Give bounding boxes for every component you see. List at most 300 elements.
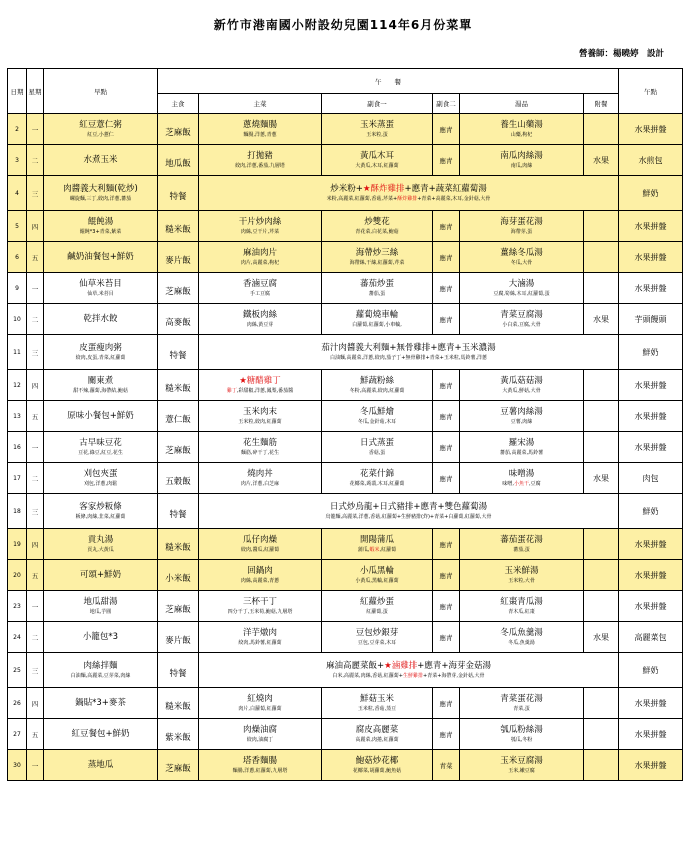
side1-ingredients: 蕃茄,蛋 — [368, 290, 386, 297]
morning-ingredients: 豆花,綠豆,紅豆,花生 — [78, 449, 123, 456]
weekday-cell: 五 — [27, 401, 44, 432]
main-dish-name: 紅燒肉 — [247, 693, 273, 704]
extra-cell — [584, 432, 619, 463]
weekday-cell: 四 — [27, 529, 44, 560]
header-main-dish: 主菜 — [199, 94, 322, 114]
main-dish-cell — [199, 145, 322, 176]
staple-name: 特餐 — [169, 350, 187, 361]
staple-name: 特餐 — [169, 509, 187, 520]
main-ingredients: 絞肉,洋蔥,番茄,九層塔 — [235, 162, 285, 169]
soup-name: 海芽蛋花湯 — [500, 216, 543, 227]
soup-ingredients: ,豆腐 — [529, 480, 541, 487]
side1-cell — [322, 401, 433, 432]
soup-ingredients: 大黃瓜,鮮菇,大骨 — [502, 387, 541, 394]
main-dish-name: 干片炒肉絲 — [238, 216, 282, 227]
date-cell: 11 — [8, 335, 27, 370]
staple-cell — [158, 432, 199, 463]
weekday-cell: 三 — [27, 653, 44, 688]
soup-ingredients: 小白菜,豆腐,大骨 — [502, 321, 541, 328]
staple-name: 糙米飯 — [165, 224, 191, 235]
main-dish-name: 花生麵筋 — [242, 437, 277, 448]
side1-name: 海帶炒三絲 — [355, 247, 399, 258]
morning-cell — [44, 719, 158, 750]
menu-table — [7, 68, 683, 781]
morning-cell — [44, 176, 158, 211]
soup-cell — [460, 211, 584, 242]
staple-name: 特餐 — [169, 668, 187, 679]
afternoon-cell: 水果拼盤 — [619, 273, 683, 304]
header-side-1: 副食一 — [322, 94, 433, 114]
soup-cell — [460, 560, 584, 591]
menu-row — [8, 560, 683, 591]
soup-cell — [460, 688, 584, 719]
soup-name: 南瓜肉絲湯 — [500, 150, 543, 161]
staple-name: 五穀飯 — [165, 476, 191, 487]
main-dish-cell — [199, 688, 322, 719]
morning-name: 水煮玉米 — [83, 154, 118, 165]
side1-name: 玉米蒸蛋 — [359, 119, 394, 130]
morning-cell — [44, 145, 158, 176]
afternoon-cell: 芋頭饅頭 — [619, 304, 683, 335]
soup-cell — [460, 370, 584, 401]
side1-ingredients: 紅蘿蔔,蛋 — [366, 608, 388, 615]
side1-name: 花菜什錦 — [359, 468, 394, 479]
side2-cell: 應青 — [433, 591, 460, 622]
menu-row — [8, 304, 683, 335]
side1-name: 黃瓜木耳 — [359, 150, 394, 161]
morning-ingredients: 粄條,肉絲,韭菜,紅蘿蔔 — [75, 513, 126, 520]
staple-name: 紫米飯 — [165, 732, 191, 743]
combined-lunch-cell — [199, 653, 619, 688]
main-dish-cell — [199, 463, 322, 494]
main-dish-cell — [199, 242, 322, 273]
extra-cell — [584, 591, 619, 622]
soup-cell — [460, 463, 584, 494]
side2-cell: 應青 — [433, 401, 460, 432]
extra-cell — [584, 560, 619, 591]
date-cell: 17 — [8, 463, 27, 494]
main-ingredients: 肉絲,高麗菜,青蔥 — [240, 577, 280, 584]
menu-row — [8, 242, 683, 273]
soup-name: 大滷湯 — [508, 278, 535, 289]
staple-name: 糙米飯 — [165, 542, 191, 553]
side1-ingredients-highlight: 蝦米 — [369, 546, 380, 553]
morning-cell — [44, 432, 158, 463]
main-ingredients: 絞肉,馬鈴薯,紅蘿蔔 — [238, 639, 282, 646]
soup-ingredients: 瓠瓜,冬粉 — [510, 736, 533, 743]
header-afternoon: 午點 — [619, 69, 683, 114]
soup-name: 味噌湯 — [508, 468, 535, 479]
weekday-cell: 一 — [27, 114, 44, 145]
side2-cell: 應青 — [433, 211, 460, 242]
side1-name: 紅蘿炒蛋 — [359, 596, 394, 607]
soup-ingredients: 豆薯,肉絲 — [510, 418, 533, 425]
side1-cell — [322, 432, 433, 463]
morning-name: 小籠包*3 — [82, 631, 119, 642]
main-dish-name: 蔥燒麵腸 — [242, 119, 277, 130]
soup-ingredients: 冬瓜,大骨 — [510, 259, 533, 266]
staple-cell — [158, 401, 199, 432]
side1-ingredients: 高麗菜,肉捲,紅蘿蔔 — [355, 736, 399, 743]
soup-name: 玉米鮮湯 — [504, 565, 539, 576]
side2-cell: 應青 — [433, 463, 460, 494]
header-side-2: 副食二 — [433, 94, 460, 114]
staple-cell — [158, 591, 199, 622]
main-dish-name: 回鍋肉 — [247, 565, 273, 576]
morning-name: 古早味豆花 — [79, 437, 122, 448]
afternoon-cell: 水果拼盤 — [619, 432, 683, 463]
morning-name: 關東煮 — [87, 375, 114, 386]
soup-name: 紅棗青瓜湯 — [500, 596, 543, 607]
staple-cell — [158, 242, 199, 273]
weekday-cell: 四 — [27, 211, 44, 242]
combo-ingredients: 烏龍麵,高麗菜,洋蔥,香菇,紅蘿蔔+生鮮豬排(炸)+青菜+白蘿蔔,紅蘿蔔,大骨 — [325, 513, 492, 520]
morning-cell — [44, 211, 158, 242]
date-cell: 4 — [8, 176, 27, 211]
weekday-cell: 二 — [27, 622, 44, 653]
morning-cell — [44, 494, 158, 529]
main-dish-cell — [199, 211, 322, 242]
combo-part: 炒米粉+ — [330, 183, 363, 194]
date-cell: 12 — [8, 370, 27, 401]
date-cell: 3 — [8, 145, 27, 176]
weekday-cell: 五 — [27, 560, 44, 591]
main-ingredients-highlight: 雞丁 — [226, 387, 237, 394]
morning-name: 原味小餐包+鮮奶 — [67, 410, 134, 421]
main-dish-cell — [199, 273, 322, 304]
soup-ingredients: 冬瓜,魚羹湯 — [508, 639, 535, 646]
main-ingredients: 肉片,白蘿蔔,紅蘿蔔 — [238, 705, 282, 712]
staple-name: 芝麻飯 — [165, 286, 191, 297]
afternoon-cell: 水果拼盤 — [619, 114, 683, 145]
side2-cell: 應青 — [433, 114, 460, 145]
combo-ingredients: +青菜+高麗菜,木耳,金針菇,大骨 — [417, 195, 491, 202]
staple-cell — [158, 529, 199, 560]
side1-cell — [322, 463, 433, 494]
staple-name: 薏仁飯 — [165, 414, 191, 425]
side1-ingredients: 小黃瓜,黑輪,紅蘿蔔 — [355, 577, 399, 584]
afternoon-cell: 高麗菜包 — [619, 622, 683, 653]
side1-ingredients: 玉米粒,香菇,蒸豆 — [357, 705, 397, 712]
combo-ingredients: 米粉,高麗菜,紅蘿蔔,香菇,芹菜+ — [326, 195, 398, 202]
weekday-cell: 一 — [27, 591, 44, 622]
extra-cell — [584, 370, 619, 401]
side1-cell — [322, 719, 433, 750]
morning-cell — [44, 688, 158, 719]
morning-cell — [44, 529, 158, 560]
date-cell: 6 — [8, 242, 27, 273]
date-cell: 16 — [8, 432, 27, 463]
morning-cell — [44, 304, 158, 335]
staple-name: 糙米飯 — [165, 383, 191, 394]
side1-ingredients: 大黃瓜,木耳,紅蘿蔔 — [355, 162, 399, 169]
staple-name: 麥片飯 — [165, 255, 191, 266]
main-dish-name: 燒肉丼 — [247, 468, 273, 479]
extra-cell: 水果 — [584, 145, 619, 176]
main-ingredients: 肉片,洋蔥,白芝麻 — [240, 480, 280, 487]
side1-ingredients: 豆包,豆芽菜,木耳 — [357, 639, 397, 646]
combo-part: 茄汁肉醬義大利麵+無骨雞排+應青+玉米濃湯 — [321, 342, 496, 353]
weekday-cell: 五 — [27, 719, 44, 750]
side1-ingredients: 海帶絲,干絲,紅蘿蔔,芹菜 — [349, 259, 405, 266]
soup-ingredients: 青木瓜,紅棗 — [508, 608, 535, 615]
combo-part: 日式炒烏龍+日式豬排+應青+雙色蘿蔔湯 — [329, 501, 488, 512]
staple-name: 麥片飯 — [165, 635, 191, 646]
soup-name: 瓠瓜粉絲湯 — [500, 724, 543, 735]
weekday-cell: 二 — [27, 463, 44, 494]
extra-cell — [584, 242, 619, 273]
extra-cell: 鮮奶 — [619, 494, 683, 529]
soup-cell — [460, 622, 584, 653]
morning-name: 刈包夾蛋 — [83, 468, 118, 479]
morning-cell — [44, 750, 158, 781]
combo-part: 麻油高麗菜飯+ — [326, 660, 385, 671]
main-ingredients: 玉米粒,絞肉,紅蘿蔔 — [238, 418, 282, 425]
combo-ingredients: +青菜+海帶芽,金針菇,大骨 — [423, 672, 485, 679]
staple-cell — [158, 145, 199, 176]
side2-cell: 應青 — [433, 242, 460, 273]
side1-name: 冬瓜鮮燴 — [359, 406, 394, 417]
date-cell: 27 — [8, 719, 27, 750]
side2-cell: 應青 — [433, 370, 460, 401]
main-dish-name: 麻油肉片 — [242, 247, 277, 258]
side2-cell: 應青 — [433, 304, 460, 335]
morning-ingredients: 甜不辣,蘿蔔,海帶結,鮑菇 — [73, 387, 128, 394]
side1-cell — [322, 114, 433, 145]
combo-ingredients: 白米,高麗菜,肉絲,香菇,紅蘿蔔+ — [332, 672, 403, 679]
main-ingredients: ,彩甜椒,洋蔥,鳳梨,番茄醬 — [236, 387, 294, 394]
side2-cell: 應青 — [433, 432, 460, 463]
combo-ingredients: 白油麵,高麗菜,洋蔥,絞肉,茄子丁+無骨雞排+青菜+玉米粒,馬鈴薯,洋蔥 — [329, 354, 488, 361]
weekday-cell: 四 — [27, 370, 44, 401]
morning-ingredients: 紅豆,小薏仁 — [87, 131, 114, 138]
weekday-cell: 二 — [27, 304, 44, 335]
menu-row — [8, 211, 683, 242]
soup-ingredients: 青菜,蛋 — [513, 705, 530, 712]
soup-name: 冬瓜魚羹湯 — [500, 627, 543, 638]
main-dish-cell — [199, 622, 322, 653]
date-cell: 26 — [8, 688, 27, 719]
extra-cell: 水果 — [584, 304, 619, 335]
side1-name: 腐皮高麗菜 — [355, 724, 399, 735]
combined-lunch-cell — [199, 176, 619, 211]
main-dish-name: 玉米肉末 — [242, 406, 277, 417]
morning-cell — [44, 370, 158, 401]
morning-name: 貢丸湯 — [87, 534, 114, 545]
soup-cell — [460, 401, 584, 432]
morning-cell — [44, 560, 158, 591]
staple-cell — [158, 688, 199, 719]
side1-cell — [322, 560, 433, 591]
morning-name: 可頌+鮮奶 — [79, 569, 122, 580]
menu-row — [8, 591, 683, 622]
menu-row — [8, 653, 683, 688]
main-ingredients: 肉片,高麗菜,枸杞 — [240, 259, 280, 266]
morning-ingredients: 螺旋麵,三丁,絞肉,洋蔥,蕃茄 — [69, 195, 132, 202]
side1-name: 小瓜黑輪 — [359, 565, 394, 576]
staple-name: 小米飯 — [165, 573, 191, 584]
staple-cell — [158, 653, 199, 688]
date-cell: 19 — [8, 529, 27, 560]
header-staple: 主食 — [158, 94, 199, 114]
menu-row — [8, 463, 683, 494]
main-dish-name: 肉燥油腐 — [242, 724, 277, 735]
extra-cell — [584, 273, 619, 304]
menu-row — [8, 494, 683, 529]
side1-name: 鮮菇玉米 — [359, 693, 394, 704]
date-cell: 10 — [8, 304, 27, 335]
side1-cell — [322, 370, 433, 401]
menu-row — [8, 432, 683, 463]
morning-cell — [44, 114, 158, 145]
main-dish-name: 香滷豆腐 — [242, 278, 277, 289]
side1-cell — [322, 750, 433, 781]
soup-cell — [460, 529, 584, 560]
header-soup: 湯品 — [460, 94, 584, 114]
side2-cell: 應青 — [433, 622, 460, 653]
soup-cell — [460, 591, 584, 622]
weekday-cell: 一 — [27, 750, 44, 781]
weekday-cell: 四 — [27, 688, 44, 719]
side2-cell: 應青 — [433, 688, 460, 719]
afternoon-cell: 水果拼盤 — [619, 750, 683, 781]
date-cell: 25 — [8, 653, 27, 688]
morning-name: 地瓜甜湯 — [83, 596, 118, 607]
side2-cell: 應青 — [433, 273, 460, 304]
weekday-cell: 三 — [27, 176, 44, 211]
morning-cell — [44, 463, 158, 494]
main-ingredients: 手工豆腐 — [249, 290, 270, 297]
main-dish-cell — [199, 719, 322, 750]
weekday-cell: 五 — [27, 242, 44, 273]
date-cell: 2 — [8, 114, 27, 145]
morning-name: 皮蛋瘦肉粥 — [79, 342, 122, 353]
date-cell: 13 — [8, 401, 27, 432]
soup-cell — [460, 719, 584, 750]
main-ingredients: 麵筋,碎干丁,花生 — [240, 449, 280, 456]
side1-cell — [322, 529, 433, 560]
soup-name: 羅宋湯 — [508, 437, 535, 448]
combined-lunch-cell — [199, 494, 619, 529]
side1-name: 鮮蔬粉絲 — [359, 375, 394, 386]
main-dish-cell — [199, 591, 322, 622]
extra-cell — [584, 719, 619, 750]
soup-ingredients: 海帶芽,蛋 — [510, 228, 533, 235]
soup-cell — [460, 432, 584, 463]
soup-ingredients: 蕃茄,蛋 — [513, 546, 530, 553]
staple-name: 糙米飯 — [165, 701, 191, 712]
morning-ingredients: 白油麵,高麗菜,豆芽菜,肉絲 — [70, 672, 131, 679]
soup-name: 豆薯肉絲湯 — [500, 406, 543, 417]
main-ingredients: 麵腸,洋蔥,紅蘿蔔,九層塔 — [232, 767, 288, 774]
afternoon-cell: 水果拼盤 — [619, 591, 683, 622]
side1-ingredients: 玉米粒,蛋 — [366, 131, 388, 138]
morning-ingredients: 絞肉,皮蛋,青菜,紅蘿蔔 — [75, 354, 126, 361]
afternoon-cell: 水果拼盤 — [619, 719, 683, 750]
main-dish-cell — [199, 114, 322, 145]
date-cell: 20 — [8, 560, 27, 591]
afternoon-cell: 水煎包 — [619, 145, 683, 176]
morning-cell — [44, 242, 158, 273]
side1-name: 炒雙花 — [364, 216, 390, 227]
extra-cell — [584, 750, 619, 781]
staple-name: 芝麻飯 — [165, 604, 191, 615]
afternoon-cell: 肉包 — [619, 463, 683, 494]
staple-cell — [158, 370, 199, 401]
main-dish-cell — [199, 750, 322, 781]
designer-credit: 營養師：楊曉婷 設計 — [578, 49, 664, 59]
side1-ingredients: 蒲瓜, — [357, 546, 370, 553]
side1-ingredients: 冬瓜,金針菇,木耳 — [357, 418, 397, 425]
side1-cell — [322, 242, 433, 273]
morning-name: 肉絲拌麵 — [83, 660, 118, 671]
staple-cell — [158, 114, 199, 145]
afternoon-cell: 水果拼盤 — [619, 211, 683, 242]
side1-name: 開陽蒲瓜 — [359, 534, 394, 545]
main-dish-name: ★糖醋雞丁 — [239, 375, 281, 386]
staple-name: 芝麻飯 — [165, 445, 191, 456]
main-dish-name: 打拋豬 — [247, 150, 273, 161]
staple-name: 芝麻飯 — [165, 127, 191, 138]
staple-cell — [158, 463, 199, 494]
weekday-cell: 一 — [27, 432, 44, 463]
morning-cell — [44, 622, 158, 653]
extra-cell: 水果 — [584, 622, 619, 653]
staple-cell — [158, 176, 199, 211]
side1-name: 日式蒸蛋 — [359, 437, 394, 448]
main-ingredients: 肉絲,豆干片,芹菜 — [240, 228, 280, 235]
side1-name: 豆包炒銀芽 — [355, 627, 399, 638]
side2-cell: 應青 — [433, 719, 460, 750]
menu-row — [8, 335, 683, 370]
side1-cell — [322, 622, 433, 653]
menu-row — [8, 273, 683, 304]
soup-name: 玉米豆腐湯 — [500, 755, 543, 766]
staple-cell — [158, 750, 199, 781]
staple-cell — [158, 622, 199, 653]
weekday-cell: 一 — [27, 273, 44, 304]
side1-ingredients: 青花菜,白花菜,鮑菇 — [355, 228, 399, 235]
side1-name: 鮑菇炒花椰 — [355, 755, 399, 766]
date-cell: 23 — [8, 591, 27, 622]
soup-name: 青菜蛋花湯 — [500, 693, 543, 704]
soup-ingredients: 玉米粒,大骨 — [508, 577, 535, 584]
side2-cell: 應青 — [433, 145, 460, 176]
side1-ingredients: 香菇,蛋 — [368, 449, 386, 456]
menu-row — [8, 529, 683, 560]
main-dish-cell — [199, 432, 322, 463]
weekday-cell: 三 — [27, 494, 44, 529]
side2-cell: 青菜 — [433, 750, 460, 781]
menu-row — [8, 176, 683, 211]
morning-name: 鍋貼*3+麥茶 — [75, 697, 126, 708]
morning-name: 仙草米苔目 — [79, 278, 122, 289]
morning-name: 紅豆餐包+鮮奶 — [71, 728, 130, 739]
side1-ingredients: 花椰菜,胡蘿蔔,鮑魚菇 — [352, 767, 402, 774]
main-dish-name: 塔香麵腸 — [242, 755, 277, 766]
soup-cell — [460, 145, 584, 176]
combo-ingredients-highlight: 生鮮雞排 — [402, 672, 423, 679]
menu-row — [8, 370, 683, 401]
main-dish-cell — [199, 401, 322, 432]
soup-ingredients: 味噌, — [502, 480, 514, 487]
extra-cell: 水果 — [584, 463, 619, 494]
extra-cell — [584, 114, 619, 145]
side1-name: 蘿蔔燒車輪 — [355, 309, 399, 320]
main-dish-cell — [199, 370, 322, 401]
extra-cell — [584, 529, 619, 560]
menu-row — [8, 719, 683, 750]
